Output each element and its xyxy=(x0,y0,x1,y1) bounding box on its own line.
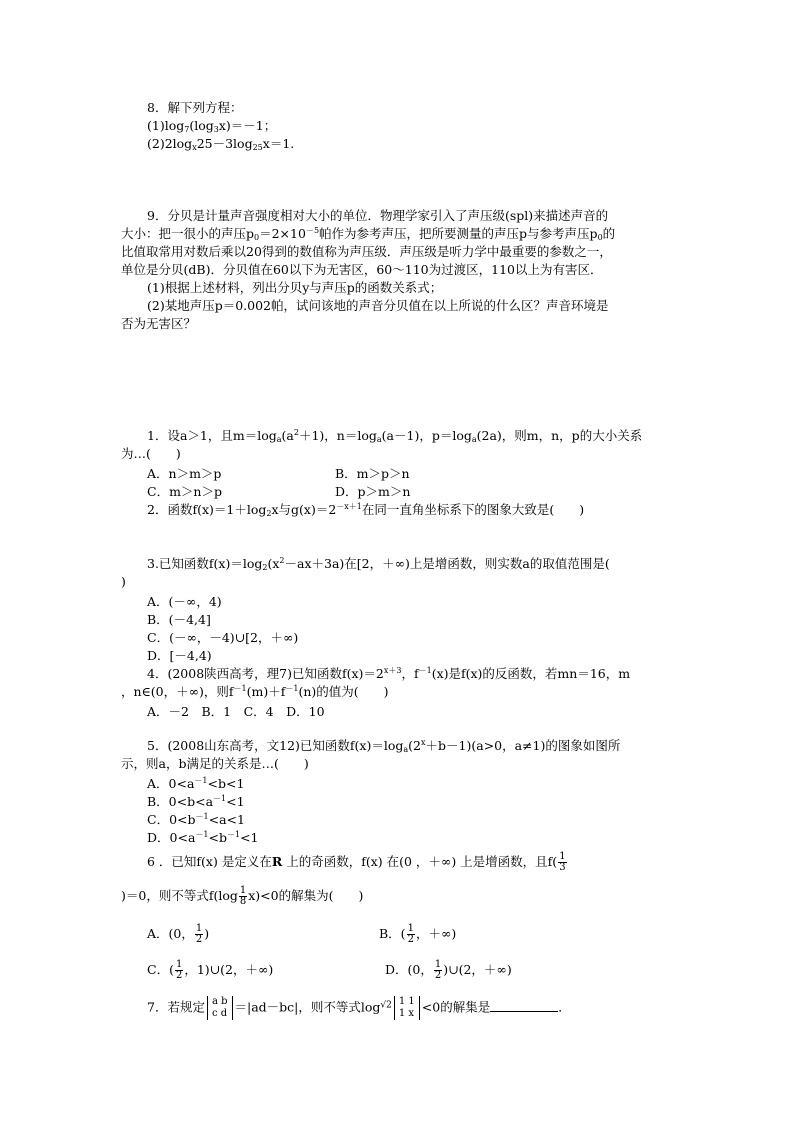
b2-stem: 2．函数$f(x)=1+\log_2x$与$g(x)=2^{-x+1}$在同一直角坐标系下的图象大致是( ) xyxy=(147,502,585,518)
answer-blank[interactable] xyxy=(490,999,558,1012)
b3-stem-line2: ) xyxy=(121,574,126,589)
b6-stem: 6 ．已知f(x) 是定义在R 上的奇函数，f(x) 在(0 ，＋∞) 上是增函数，且f( $\frac{1}{3}$ xyxy=(147,851,566,873)
b5-option-c: C．$0<b^{-1}<a<1$ xyxy=(147,812,245,827)
b3-option-c: C．(－∞，－4)∪[2，＋∞) xyxy=(147,630,299,645)
fraction-one-half: $\frac{1}{2}$ xyxy=(195,923,203,945)
q9-line3: 比值取常用对数后乘以20得到的数值称为声压级．声压级是听力学中最重要的参数之一， xyxy=(121,244,612,259)
b5-option-a: A．$0<a^{-1}<b<1$ xyxy=(147,776,245,791)
b1-stem: 1．设a＞1，且$m=\log_a(a^2+1)$，$n=\log_a(a-1)$，$p=\log_a(2a)$，则m，n，p的大小关系 xyxy=(147,428,643,444)
q8-stem: 8．解下列方程： xyxy=(147,100,243,115)
b4-options: A．－2 B．1 C．4 D．10 xyxy=(147,704,325,719)
b5-option-d: D．$0<a^{-1}<b^{-1}<1$ xyxy=(147,830,259,845)
b5-stem-line2: 示，则a，b满足的关系是…( ) xyxy=(121,756,309,771)
b5-stem: 5．(2008山东高考，文12)已知函数$f(x)=\log_a(2^x+b-1)(a>0$，a≠1)的图象如图所 xyxy=(147,738,621,754)
b1-stem-line2: 为…( ) xyxy=(121,446,181,461)
fraction-one-eighth: $\frac{1}{8}$ xyxy=(239,885,247,907)
b6-option-c: C．( $\frac{1}{2}$ ，1)∪(2，＋∞) xyxy=(147,959,274,981)
b1-option-b: B．m＞p＞n xyxy=(335,466,410,481)
q9-line4: 单位是分贝(dB)．分贝值在60以下为无害区，60～110为过渡区，110以上为有害区． xyxy=(121,262,603,277)
b6-option-b: B．( $\frac{1}{2}$ ，＋∞) xyxy=(379,923,457,945)
b4-stem: 4．(2008陕西高考，理7)已知函数$f(x)=2^{x+3}$，$f^{-1}(x)$是f(x)的反函数，若mn＝16，m xyxy=(147,666,631,681)
q8-part1: $(1)\log_7(\log_3x)=-1$； xyxy=(147,118,277,134)
b6-option-d: D．(0， $\frac{1}{2}$ )∪(2，＋∞) xyxy=(385,959,512,981)
b3-option-a: A．(－∞，4) xyxy=(147,594,222,609)
q9-line7: 否为无害区？ xyxy=(121,316,197,331)
b1-option-d: D．p＞m＞n xyxy=(335,484,411,499)
b1-option-a: A．n＞m＞p xyxy=(147,466,222,481)
determinant-abcd: a b c d xyxy=(207,996,233,1020)
b6-stem-line2: )＝0，则不等式f(log $\frac{1}{8}$ x)<0的解集为( ) xyxy=(121,885,364,907)
b3-option-d: D．[－4,4) xyxy=(147,648,212,663)
fraction-one-third: $\frac{1}{3}$ xyxy=(559,851,566,873)
q9-line5: (1)根据上述材料，列出分贝y与声压p的函数关系式； xyxy=(147,280,443,295)
fraction-one-half: $\frac{1}{2}$ xyxy=(175,959,183,981)
b7-stem: 7．若规定 a b c d ＝|ad－bc|，则不等式$\log^{√2}$ 1 1 1 x <0的解集是 ． xyxy=(147,996,571,1019)
q8-part2: $(2)2\log_x25-3\log_{25}x=1$. xyxy=(147,136,295,152)
b3-stem: 3.已知函数$f(x)=\log_2(x^2-ax+3a)$在[2，＋∞)上是增函数，则实数a的取值范围是( xyxy=(147,556,610,572)
q9-line1: 9．分贝是计量声音强度相对大小的单位．物理学家引入了声压级(spl)来描述声音的 xyxy=(147,208,609,223)
b5-option-b: B．$0<b<a^{-1}<1$ xyxy=(147,794,245,809)
q9-line2: 大小：把一很小的声压$p_0=2\times 10^{-5}$帕作为参考声压，把所要测量的声压p与参考声压$p_0$的 xyxy=(121,226,616,242)
determinant-11-1x: 1 1 1 x xyxy=(394,996,420,1020)
fraction-one-half: $\frac{1}{2}$ xyxy=(407,923,414,945)
b6-option-a: A．(0， $\frac{1}{2}$ ) xyxy=(147,923,210,945)
fraction-one-half: $\frac{1}{2}$ xyxy=(434,959,442,981)
q9-line6: (2)某地声压p＝0.002帕，试问该地的声音分贝值在以上所说的什么区？声音环境是 xyxy=(147,298,609,313)
b3-option-b: B．(－4,4] xyxy=(147,612,211,627)
b4-stem-line2: ，n∈(0，＋∞)，则$f^{-1}(m)+f^{-1}(n)$的值为( ) xyxy=(121,684,389,699)
b1-option-c: C．m＞n＞p xyxy=(147,484,222,499)
